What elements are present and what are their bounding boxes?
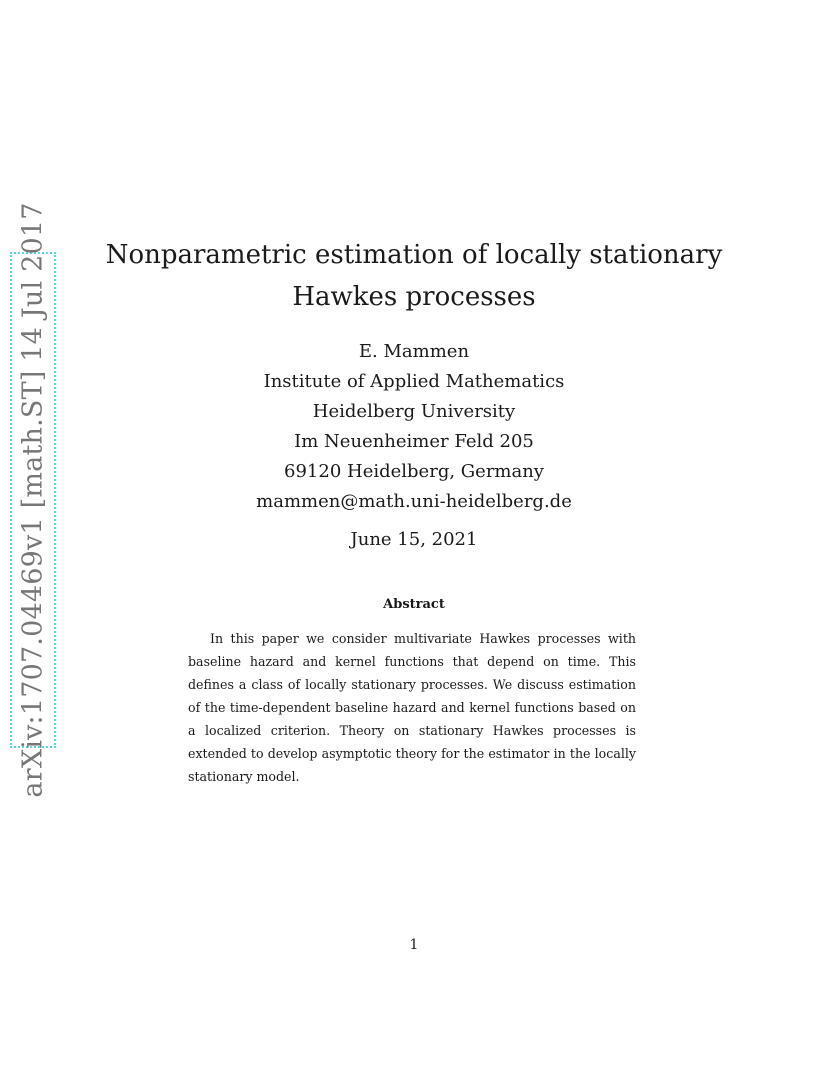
arxiv-identifier-text: arXiv:1707.04469v1 [math.ST] 14 Jul 2017 [17, 202, 49, 798]
paper-title-line-2: Hawkes processes [292, 282, 536, 312]
abstract-text: In this paper we consider multivariate Hawkes processes with baseline hazard and kernel functions that depend on time. This defines a class of locally stationary processes. We discuss estimation of the time-dependent baseline hazard and kernel functions based on a localized criterion. Theory on stationary Hawkes processes is extended to develop asymptotic theory for the estimator in the locally stationary model. [188, 631, 636, 784]
author-institute: Institute of Applied Mathematics [263, 371, 565, 392]
author-email: mammen@math.uni-heidelberg.de [256, 491, 572, 512]
page-number: 1 [409, 937, 419, 953]
author-block [100, 337, 728, 517]
arxiv-identifier-stamp [10, 202, 56, 798]
abstract-heading: Abstract [383, 597, 445, 612]
author-university: Heidelberg University [312, 401, 516, 422]
paper-date: June 15, 2021 [350, 529, 478, 550]
paper-title [100, 234, 728, 318]
author-name: E. Mammen [358, 341, 470, 362]
paper-title-line-1: Nonparametric estimation of locally stationary [105, 240, 723, 270]
author-city: 69120 Heidelberg, Germany [284, 461, 544, 482]
author-street: Im Neuenheimer Feld 205 [294, 431, 534, 452]
